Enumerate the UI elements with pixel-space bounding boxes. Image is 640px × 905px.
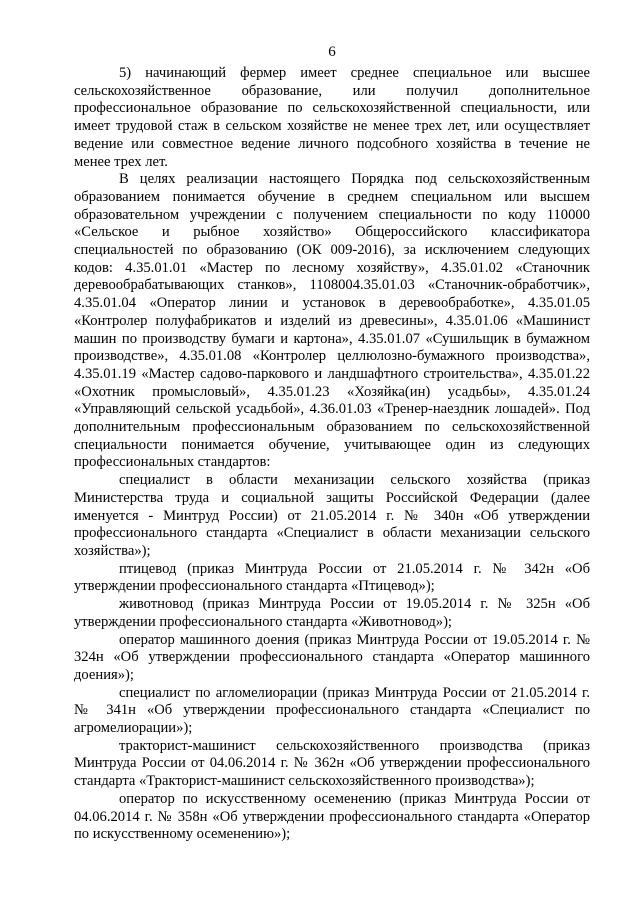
list-item-insemination-operator: оператор по искусственному осеменению (приказ Минтруда России от 04.06.2014 г. № 358н «Об утверждении профессионального стандарта «Оператор по искусственному осеменению»); bbox=[74, 790, 590, 843]
list-item-livestock-breeder: животновод (приказ Минтруда России от 19.05.2014 г. № 325н «Об утверждении профессионального стандарта «Животновод»); bbox=[74, 596, 590, 630]
list-item-mechanization-specialist: специалист в области механизации сельского хозяйства (приказ Министерства труда и социальной защиты Российской Федерации (далее именуется - Минтруд России) от 21.05.2014 г. № 340н «Об утверждении профессионального стандарта «Специалист в области механизации сельского хозяйства»); bbox=[74, 472, 590, 559]
list-item-tractor-driver: тракторист-машинист сельскохозяйственного производства (приказ Минтруда России от 04.06.2014 г. № 362н «Об утверждении профессионального стандарта «Тракторист-машинист сельскохозяйственного производства»); bbox=[74, 737, 590, 790]
list-item-poultry-farmer: птицевод (приказ Минтруда России от 21.05.2014 г. № 342н «Об утверждении профессионального стандарта «Птицевод»); bbox=[74, 560, 590, 595]
list-item-agromelioration-specialist: специалист по агломелиорации (приказ Минтруда России от 21.05.2014 г. № 341н «Об утверждении профессионального стандарта «Специалист по агромелиорации»); bbox=[74, 684, 590, 737]
page-number: 6 bbox=[328, 44, 336, 60]
paragraph-agricultural-education-definition: В целях реализации настоящего Порядка под сельскохозяйственным образованием понимается обучение в среднем специальном или высшем образовательном учреждении с получением специальности по коду 110000 «Сельское и рыбное хозяйство» Общероссийского классификатора специальностей по образованию (ОК 009-2016), за исключением следующих кодов: 4.35.01.01 «Мастер по лесному хозяйству», 4.35.01.02 «Станочник деревообрабатывающих станков», 1108004.35.01.03 «Станочник-обработчик», 4.35.01.04 «Оператор линии и установок в деревообработке», 4.35.01.05 «Контролер полуфабрикатов и изделий из древесины», 4.35.01.06 «Машинист машин по производству бумаги и картона», 4.35.01.07 «Сушильщик в бумажном производстве», 4.35.01.08 «Контролер целлюлозно-бумажного производства», 4.35.01.19 «Мастер садово-паркового и ландшафтного строительства», 4.35.01.22 «Охотник промысловый», 4.35.01.23 «Хозяйка(ин) усадьбы», 4.35.01.24 «Управляющий сельской усадьбой», 4.36.01.03 «Тренер-наездник лошадей». Под дополнительным профессиональным образованием по сельскохозяйственной специальности понимается обучение, учитывающее один из следующих профессиональных стандартов: bbox=[74, 171, 590, 471]
paragraph-beginning-farmer-criteria: 5) начинающий фермер имеет среднее специальное или высшее сельскохозяйственное образование, или получил дополнительное профессиональное образование по сельскохозяйственной специальности, или имеет трудовой стаж в сельском хозяйстве не менее трех лет, или осуществляет ведение или совместное ведение личного подсобного хозяйства в течение не менее трех лет. bbox=[74, 65, 590, 170]
document-body bbox=[74, 65, 590, 844]
list-item-milking-operator: оператор машинного доения (приказ Минтруда России от 19.05.2014 г. № 324н «Об утверждении профессионального стандарта «Оператор машинного доения»); bbox=[74, 631, 590, 683]
